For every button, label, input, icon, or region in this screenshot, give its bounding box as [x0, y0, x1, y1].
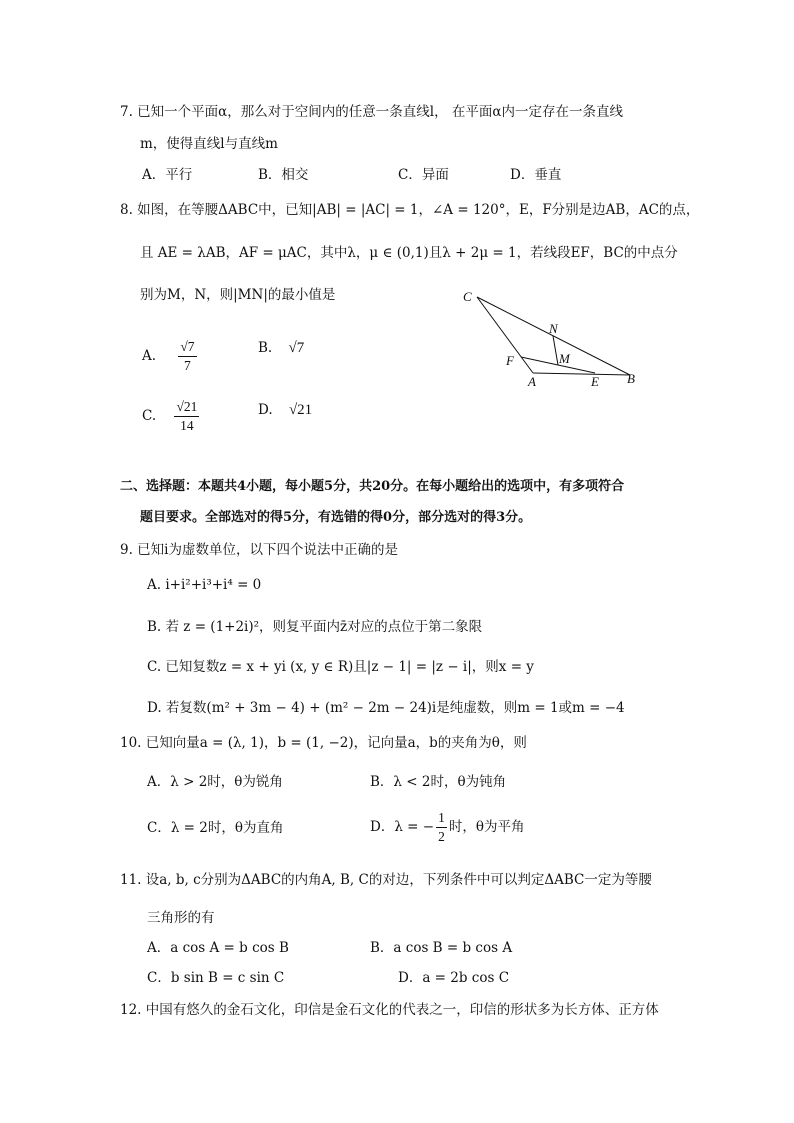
label-e: E [591, 374, 599, 389]
label-n: N [549, 321, 558, 336]
label-c: C [463, 289, 472, 304]
q9-option-b: B. 若 z = (1+2i)²，则复平面内z̄对应的点位于第二象限 [147, 619, 483, 635]
q8-option-c-numerator: √21 [174, 398, 199, 417]
q7-stem-line2: m，使得直线l与直线m [140, 136, 278, 152]
q8-option-b [258, 338, 304, 358]
q7-option-b: B．相交 [258, 167, 309, 183]
label-m: M [559, 351, 570, 366]
q7-option-d: D．垂直 [510, 167, 562, 183]
q9-option-a: A. i+i²+i³+i⁴ = 0 [147, 577, 262, 593]
q10-option-d-suffix: 时，θ为平角 [448, 819, 525, 835]
q7-option-a: A．平行 [142, 167, 193, 183]
q10-option-d-prefix: D．λ = − [370, 819, 435, 835]
segment-nm [553, 336, 558, 365]
q8-option-c-label: C. [142, 408, 157, 424]
q10-option-d-numerator: 1 [436, 809, 447, 828]
q11-stem-line1: 11. 设a, b, c分别为ΔABC的内角A, B, C的对边，下列条件中可以判定ΔABC一定为等腰 [120, 872, 652, 888]
q8-option-d-label: D. [258, 402, 273, 418]
q10-option-d [370, 808, 524, 846]
q12-stem-line1: 12. 中国有悠久的金石文化，印信是金石文化的代表之一，印信的形状多为长方体、正方体 [120, 1002, 659, 1018]
q8-option-a-fraction [178, 338, 196, 375]
q10-option-c: C．λ = 2时，θ为直角 [147, 820, 284, 836]
q7-stem-line1: 7. 已知一个平面α，那么对于空间内的任意一条直线l， 在平面α内一定存在一条直线 [120, 104, 624, 120]
q8-option-c [142, 398, 201, 435]
q9-option-d: D. 若复数(m² + 3m − 4) + (m² − 2m − 24)i是纯虚数，则m = 1或m = −4 [147, 700, 625, 716]
segment-ab [533, 373, 630, 375]
q10-option-d-fraction [436, 809, 447, 846]
q8-triangle-figure [455, 285, 645, 395]
section2-heading-line1: 二、选择题：本题共4小题，每小题5分，共20分。在每小题给出的选项中，有多项符合 [120, 479, 625, 494]
section2-heading-line2: 题目要求。全部选对的得5分，有选错的得0分，部分选对的得3分。 [140, 510, 532, 525]
q8-stem-line1: 8. 如图，在等腰ΔABC中，已知|AB| = |AC| = 1，∠A = 120°，E，F分别是边AB，AC的点， [120, 202, 700, 218]
q8-option-a-denominator: 7 [184, 358, 191, 373]
label-b: B [627, 371, 635, 386]
q7-option-c: C．异面 [398, 167, 449, 183]
q10-option-a: A．λ > 2时，θ为锐角 [147, 774, 283, 790]
q8-option-d [258, 400, 312, 420]
label-a: A [528, 374, 536, 389]
q8-option-b-label: B. [258, 340, 273, 356]
label-f: F [506, 353, 514, 368]
q8-option-c-denominator: 14 [180, 418, 194, 433]
segment-ca [477, 297, 533, 373]
q8-stem-line3: 别为M，N，则|MN|的最小值是 [140, 287, 336, 303]
q11-option-d: D．a = 2b cos C [398, 970, 510, 986]
q11-option-c: C．b sin B = c sin C [147, 970, 285, 986]
q8-option-b-value: √7 [288, 340, 305, 356]
q8-option-d-value: √21 [288, 402, 313, 418]
q8-option-a-numerator: √7 [178, 338, 196, 357]
q11-stem-line2: 三角形的有 [147, 910, 215, 926]
q10-option-d-denominator: 2 [438, 829, 445, 844]
q8-option-c-fraction [174, 398, 199, 435]
q8-option-a-label: A. [142, 348, 157, 364]
q11-option-a: A．a cos A = b cos B [147, 940, 289, 956]
q11-option-b: B．a cos B = b cos A [370, 940, 513, 956]
q10-stem: 10. 已知向量a = (λ, 1)，b = (1, −2)，记向量a，b的夹角为θ，则 [120, 735, 527, 751]
q8-stem-line2: 且 AE = λAB，AF = μAC，其中λ，μ ∈ (0,1)且λ + 2μ = 1，若线段EF，BC的中点分 [140, 245, 678, 261]
q10-option-b: B．λ < 2时，θ为钝角 [370, 774, 507, 790]
q8-option-a [142, 338, 199, 375]
q9-stem: 9. 已知i为虚数单位，以下四个说法中正确的是 [120, 542, 398, 558]
q9-option-c: C. 已知复数z = x + yi (x, y ∈ R)且|z − 1| = |z − i|，则x = y [147, 659, 534, 675]
